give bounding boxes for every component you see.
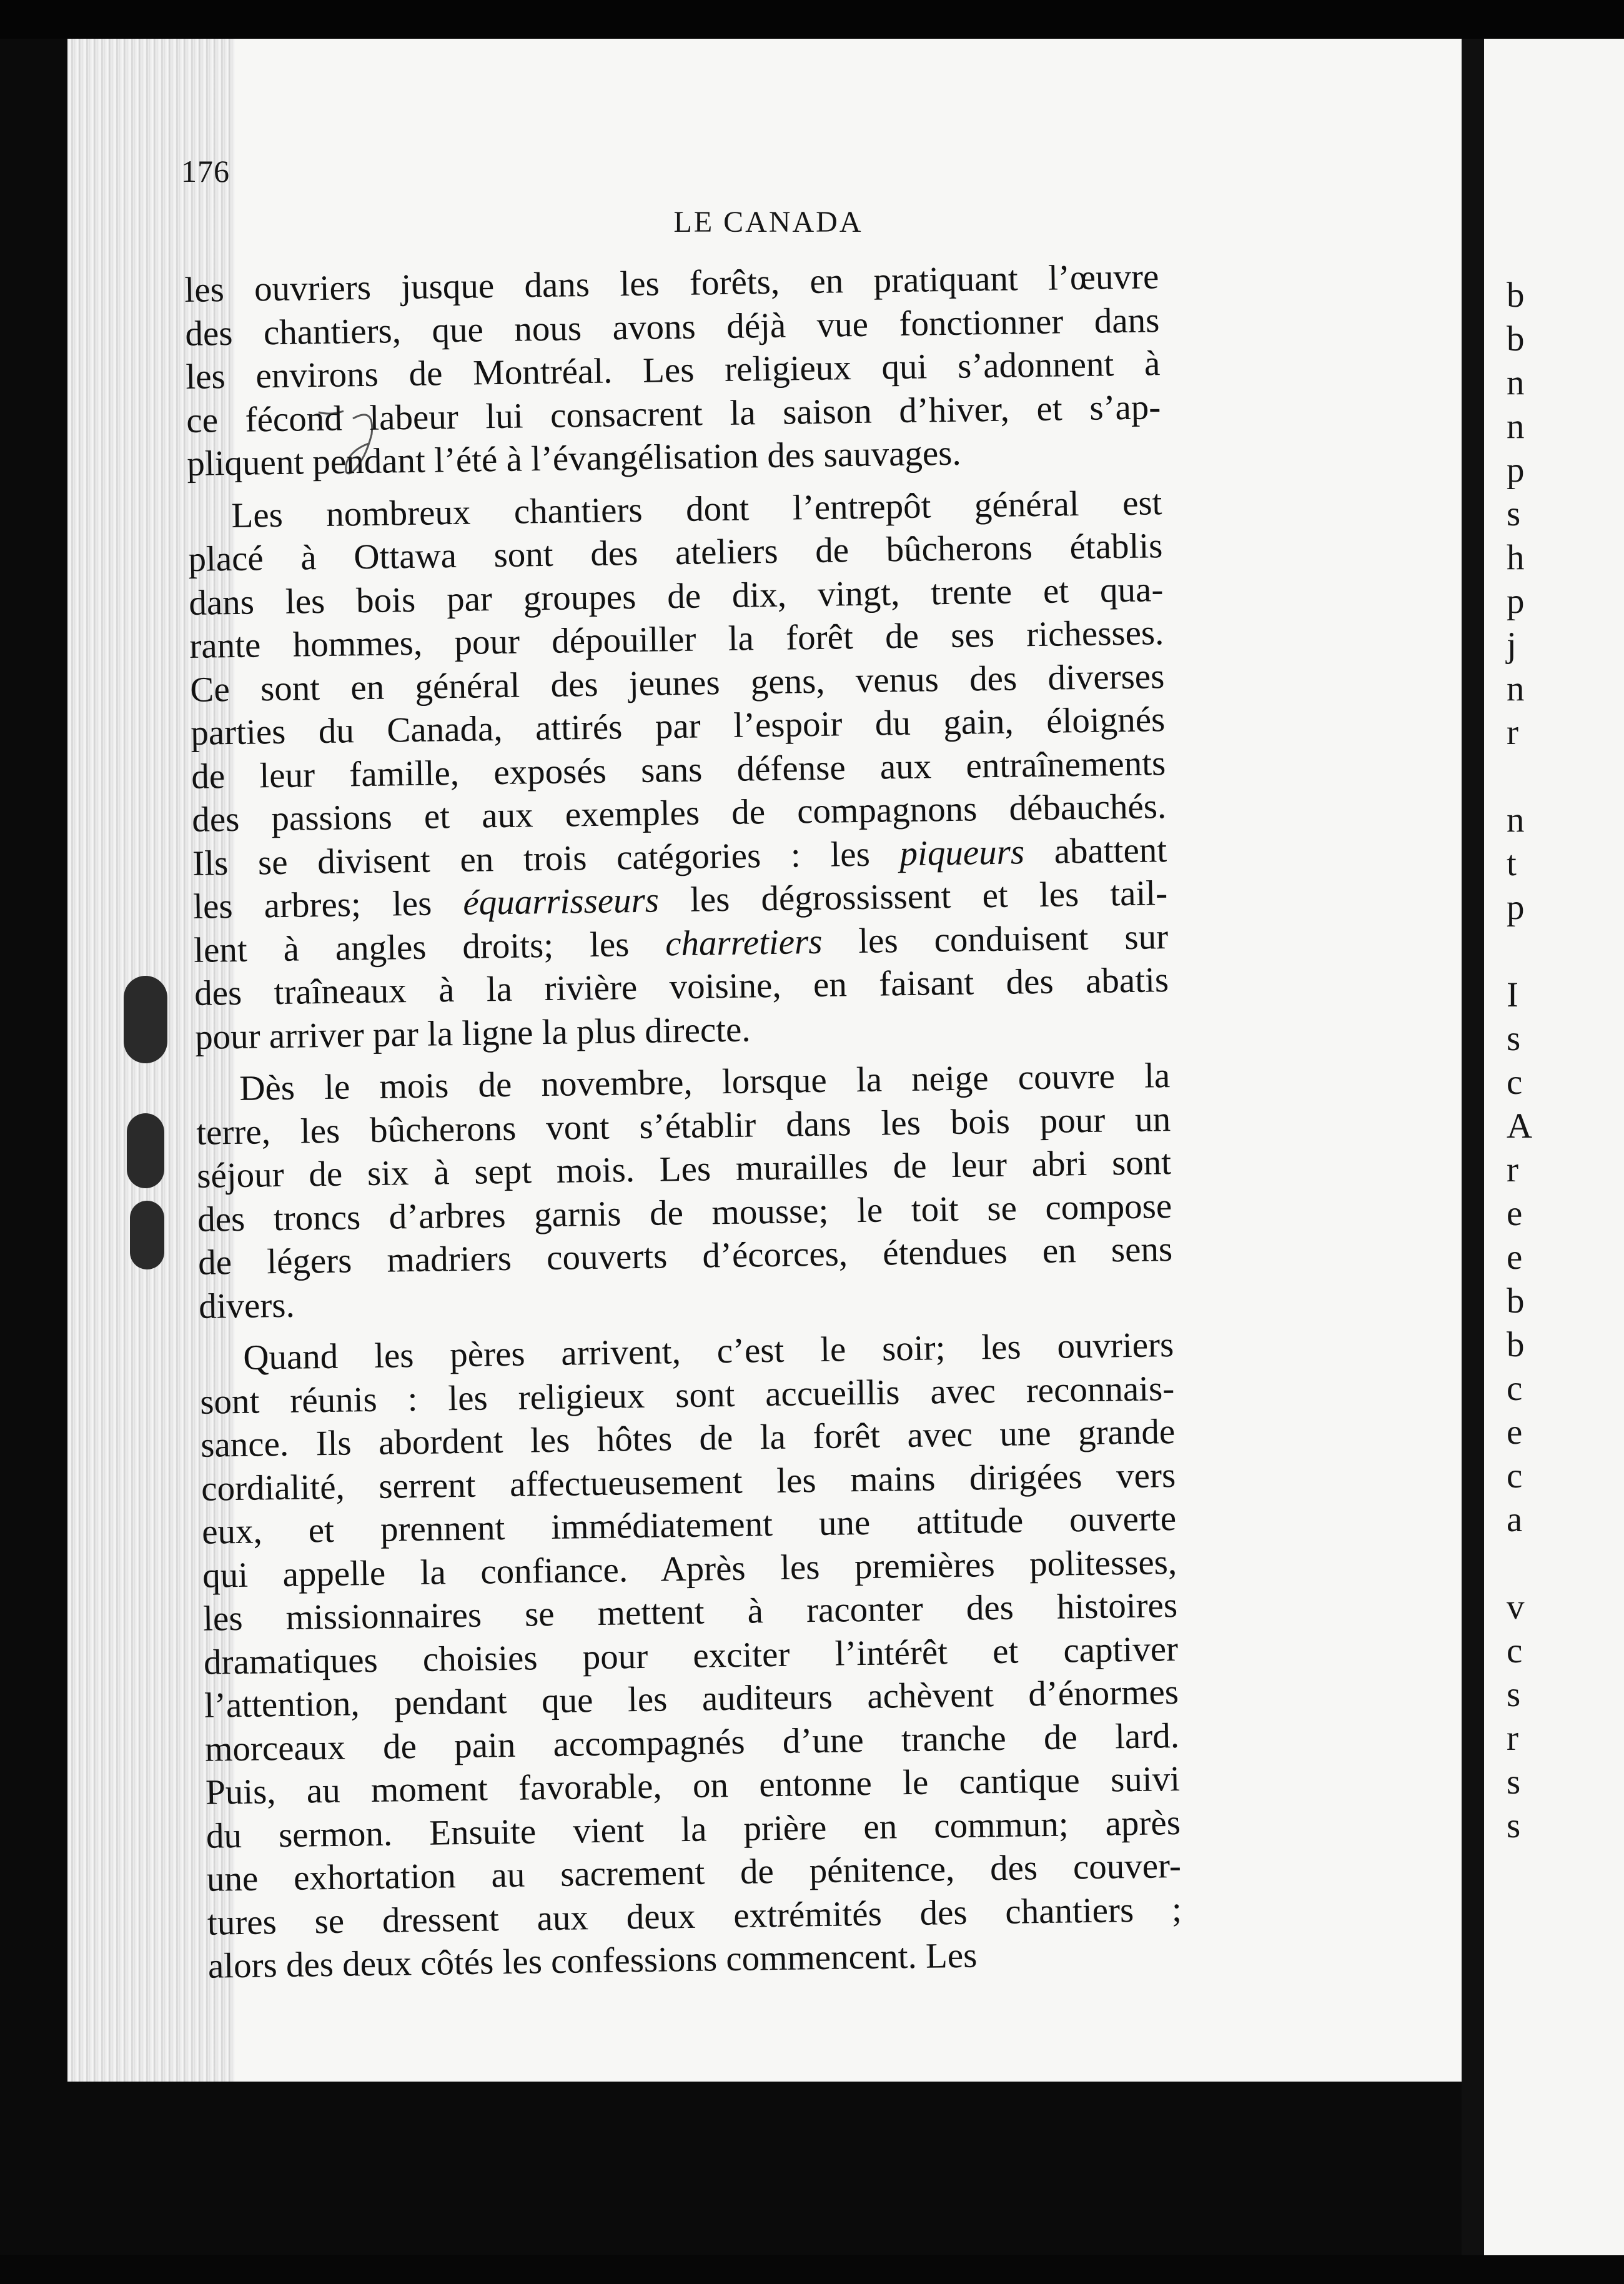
text-run: eux, et prennent immédiatement une attitude ouverte <box>201 1499 1177 1552</box>
paragraph <box>199 1323 1182 1988</box>
text-run: parties du Canada, attirés par l’espoir du gain, éloignés <box>190 700 1166 753</box>
scan-background-top <box>0 0 1624 39</box>
italic-term: piqueurs <box>899 832 1025 873</box>
text-run: Dès le mois de novembre, lorsque la neige couvre la <box>239 1056 1171 1108</box>
facing-page-fragment: b <box>1507 1281 1525 1321</box>
text-run: terre, les bûcherons vont s’établir dans les bois pour un <box>196 1099 1171 1153</box>
facing-page-fragment: s <box>1507 1019 1521 1058</box>
facing-page-fragment: c <box>1507 1063 1523 1102</box>
text-run: ce fécond labeur lui consacrent la saison d’hiver, et s’ap- <box>186 387 1161 440</box>
facing-page-fragment: p <box>1507 450 1525 490</box>
text-run: séjour de six à sept mois. Les murailles de leur abri sont <box>196 1143 1172 1196</box>
facing-page-fragment: e <box>1507 1413 1523 1452</box>
facing-page-fragment: c <box>1507 1631 1523 1671</box>
text-run: des chantiers, que nous avons déjà vue fonctionner dans <box>185 300 1160 354</box>
facing-page-fragment: r <box>1507 1719 1518 1758</box>
text-run: les conduisent sur <box>821 916 1169 961</box>
text-run: des traîneaux à la rivière voisine, en faisant des abatis <box>194 960 1169 1013</box>
facing-page-fragment: r <box>1507 1150 1518 1189</box>
text-run: Les nombreux chantiers dont l’entrepôt général est <box>231 482 1162 535</box>
facing-page-fragment: A <box>1507 1106 1533 1146</box>
text-run: Quand les pères arrivent, c’est le soir; les ouvriers <box>242 1325 1174 1378</box>
text-run: dramatiques choisies pour exciter l’intérêt et captiver <box>203 1629 1179 1682</box>
facing-page-fragment: b <box>1507 1325 1525 1364</box>
text-run: des troncs d’arbres garnis de mousse; le toit se compose <box>197 1186 1172 1239</box>
text-run: tures se dressent aux deux extrémités des chantiers ; <box>207 1889 1182 1943</box>
facing-page-fragment: e <box>1507 1238 1523 1277</box>
text-run: les arbres; les <box>192 883 463 926</box>
facing-page-fragment: a <box>1507 1500 1523 1539</box>
text-run: dans les bois par groupes de dix, vingt, trente et qua- <box>189 569 1164 623</box>
text-run: placé à Ottawa sont des ateliers de bûcherons établis <box>188 526 1163 579</box>
text-run: une exhortation au sacrement de pénitence, des couver- <box>206 1845 1182 1899</box>
italic-term: charretiers <box>665 921 823 963</box>
paragraph <box>196 1054 1174 1328</box>
text-run: de légers madriers couverts d’écorces, étendues en sens <box>197 1229 1173 1283</box>
text-run: sont réunis : les religieux sont accueillis avec reconnais- <box>199 1368 1175 1422</box>
text-run: les dégrossissent et les tail- <box>658 873 1168 920</box>
ink-stain <box>130 1201 164 1269</box>
text-run: qui appelle la confiance. Après les premières politesses, <box>202 1542 1177 1596</box>
facing-page-fragment: p <box>1507 888 1525 927</box>
text-run: sance. Ils abordent les hôtes de la forêt avec une grande <box>200 1412 1176 1465</box>
facing-page-fragment: n <box>1507 800 1525 840</box>
facing-page-fragment: n <box>1507 363 1525 402</box>
facing-page-fragment: s <box>1507 1675 1521 1714</box>
text-run: pour arriver par la ligne la plus directe. <box>194 1009 751 1057</box>
facing-page-fragment: r <box>1507 713 1518 752</box>
ink-stain <box>124 976 167 1063</box>
facing-page-fragment: s <box>1507 494 1521 534</box>
facing-page-fragment: s <box>1507 1762 1521 1802</box>
facing-page-fragment: I <box>1507 975 1518 1015</box>
facing-page-fragment: t <box>1507 844 1517 883</box>
facing-page-fragment: e <box>1507 1194 1523 1233</box>
facing-page <box>1484 39 1624 2255</box>
scan-background-bottom <box>0 2255 1624 2284</box>
text-run: rante hommes, pour dépouiller la forêt de ses richesses. <box>189 613 1164 666</box>
facing-page-fragment: n <box>1507 407 1525 446</box>
facing-page-fragment: h <box>1507 538 1525 577</box>
text-run: cordialité, serrent affectueusement les mains dirigées vers <box>201 1455 1176 1509</box>
text-run: les ouvriers jusque dans les forêts, en pratiquant l’œuvre <box>184 257 1159 310</box>
text-run: morceaux de pain accompagnés d’une tranche de lard. <box>204 1715 1180 1769</box>
text-run: l’attention, pendant que les auditeurs achèvent d’énormes <box>204 1672 1179 1725</box>
body-text <box>184 255 1182 1988</box>
facing-page-fragment: c <box>1507 1456 1523 1496</box>
paragraph <box>184 255 1162 485</box>
running-head: LE CANADA <box>673 206 863 239</box>
text-run: Ils se divisent en trois catégories : les <box>192 833 900 883</box>
facing-page-fragment: s <box>1507 1806 1521 1845</box>
facing-page-fragment: j <box>1507 625 1517 665</box>
facing-page-fragment: b <box>1507 276 1525 315</box>
facing-page-fragment: c <box>1507 1369 1523 1408</box>
text-run: les environs de Montréal. Les religieux qui s’adonnent à <box>185 344 1161 397</box>
italic-term: équarrisseurs <box>462 880 660 923</box>
text-run: alors des deux côtés les confessions commencent. Les <box>207 1935 978 1986</box>
paragraph <box>187 481 1169 1059</box>
book-gutter <box>1462 39 1484 2255</box>
facing-page-fragment: p <box>1507 582 1525 621</box>
text-run: divers. <box>198 1285 295 1326</box>
text-run: des passions et aux exemples de compagnons débauchés. <box>191 787 1167 840</box>
text-run: Puis, au moment favorable, on entonne le cantique suivi <box>205 1759 1181 1812</box>
text-run: les missionnaires se mettent à raconter des histoires <box>202 1586 1178 1639</box>
facing-page-fragment: n <box>1507 669 1525 708</box>
text-run: lent à angles droits; les <box>193 923 666 970</box>
text-run: de leur famille, exposés sans défense aux entraînements <box>191 743 1166 797</box>
text-run: pliquent pendant l’été à l’évangélisation des sauvages. <box>186 433 962 484</box>
facing-page-fragment: b <box>1507 319 1525 359</box>
page-number: 176 <box>181 154 230 189</box>
text-run: Ce sont en général des jeunes gens, venus des diverses <box>189 656 1165 710</box>
ink-stain <box>127 1113 164 1188</box>
text-run: du sermon. Ensuite vient la prière en commun; après <box>205 1802 1181 1856</box>
text-run: abattent <box>1024 830 1167 871</box>
facing-page-fragment: v <box>1507 1587 1525 1627</box>
